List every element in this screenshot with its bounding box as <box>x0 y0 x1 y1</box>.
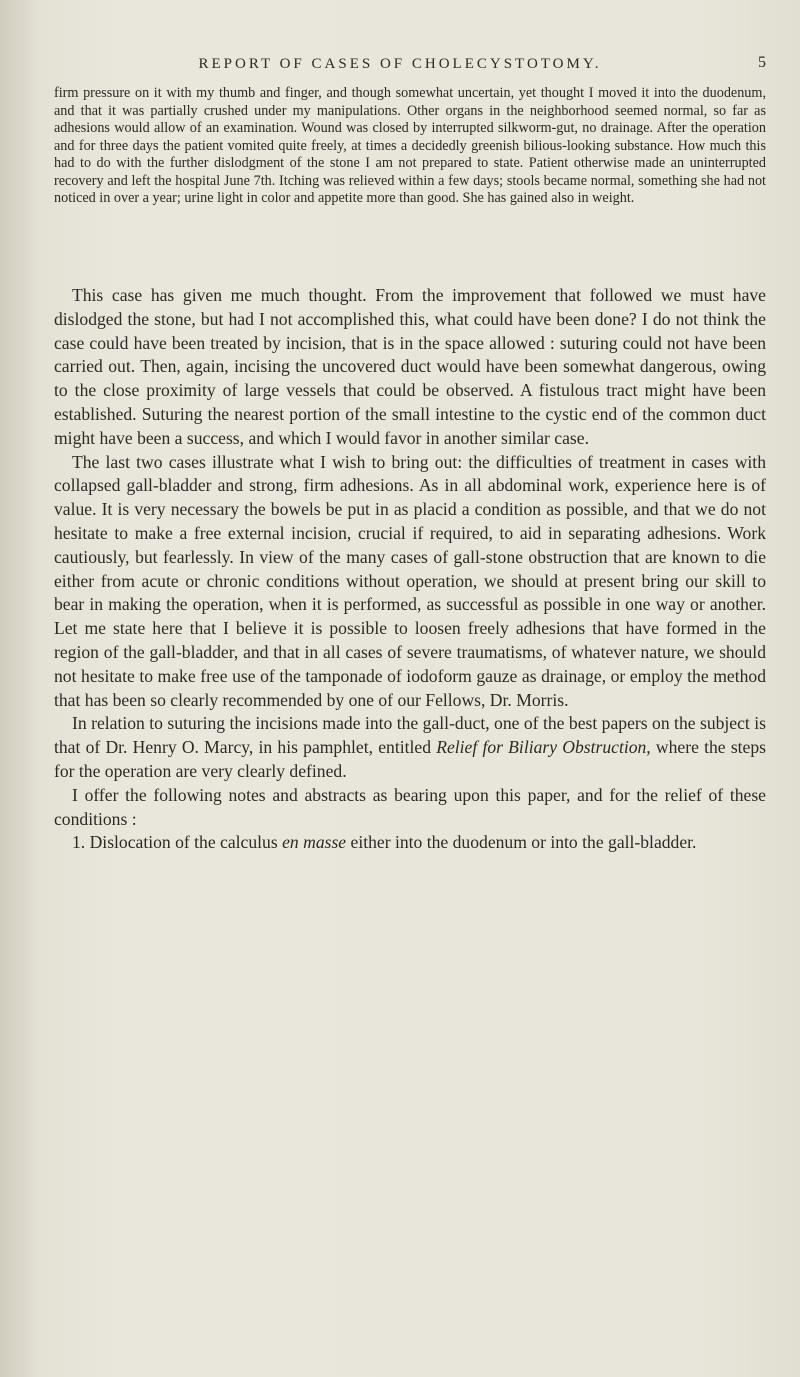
paragraph-3-text-start: In relation to suturing the incisions made into the gall-duct, one of the best papers on the subject is that of Dr. Henry O. Marcy, in his pamphlet, entitled <box>54 713 766 758</box>
list-item-1-end: either into the duodenum or into the gall-bladder. <box>346 832 697 853</box>
discussion-block <box>54 284 766 855</box>
list-item-1 <box>54 831 766 855</box>
pamphlet-title: Relief for Biliary Obstruction, <box>436 737 651 758</box>
discussion-paragraph-3 <box>54 712 766 783</box>
list-item-1-italic: en masse <box>282 832 347 853</box>
page-number: 5 <box>758 54 766 71</box>
discussion-paragraph-2: The last two cases illustrate what I wish to bring out: the difficulties of treatment in cases with collapsed gall-bladder and strong, firm adhesions. As in all abdominal work, experience here is of value. It is very necessary the bowels be put in as placid a condition as possible, and that we do not hesitate to make a free external incision, crucial if required, to aid in separating adhesions. Work cautiously, but fearlessly. In view of the many cases of gall-stone obstruction that are known to die either from acute or chronic conditions without operation, we should at present bring our skill to bear in making the operation, when it is performed, as successful as possible in one way or another. Let me state here that I believe it is possible to loosen freely adhesions that have formed in the region of the gall-bladder, and that in all cases of severe traumatisms, of whatever nature, we should not hesitate to make free use of the tamponade of iodoform gauze as drainage, or employ the method that has been so clearly recommended by one of our Fellows, Dr. Morris. <box>54 451 766 710</box>
list-item-1-start: 1. Dislocation of the calculus <box>72 832 283 853</box>
running-head: REPORT OF CASES OF CHOLECYSTOTOMY. <box>198 56 602 72</box>
discussion-paragraph-4: I offer the following notes and abstracts as bearing upon this paper, and for the relief of these conditions : <box>54 784 766 829</box>
paragraph-3-text-end: where the steps for the operation are very clearly defined. <box>54 737 767 781</box>
discussion-paragraph-1: This case has given me much thought. From the improvement that followed we must have dislodged the stone, but had I not accomplished this, what could have been done? I do not think the case could have been treated by incision, that is in the space allowed : suturing could not have been carried out. Then, again, incising the uncovered duct would have been somewhat dangerous, owing to the close proximity of large vessels that could be observed. A fistulous tract might have been established. Suturing the nearest portion of the small intestine to the cystic end of the common duct might have been a success, and which I would favor in another similar case. <box>54 285 766 448</box>
case-notes-paragraph: firm pressure on it with my thumb and finger, and though somewhat uncertain, yet thought I moved it into the duodenum, and that it was partially crushed under my manipulations. Other organs in the neighborhood seemed normal, so far as adhesions would allow of an examination. Wound was closed by interrupted silkworm-gut, no drainage. After the operation and for three days the patient vomited quite freely, at times a decidedly greenish bilious-looking substance. How much this had to do with the further dislodgment of the stone I am not prepared to state. Patient otherwise made an uninterrupted recovery and left the hospital June 7th. Itching was relieved within a few days; stools became normal, something she had not noticed in over a year; urine light in color and appetite more than good. She has gained also in weight. <box>54 85 766 206</box>
case-notes-block <box>54 85 766 208</box>
